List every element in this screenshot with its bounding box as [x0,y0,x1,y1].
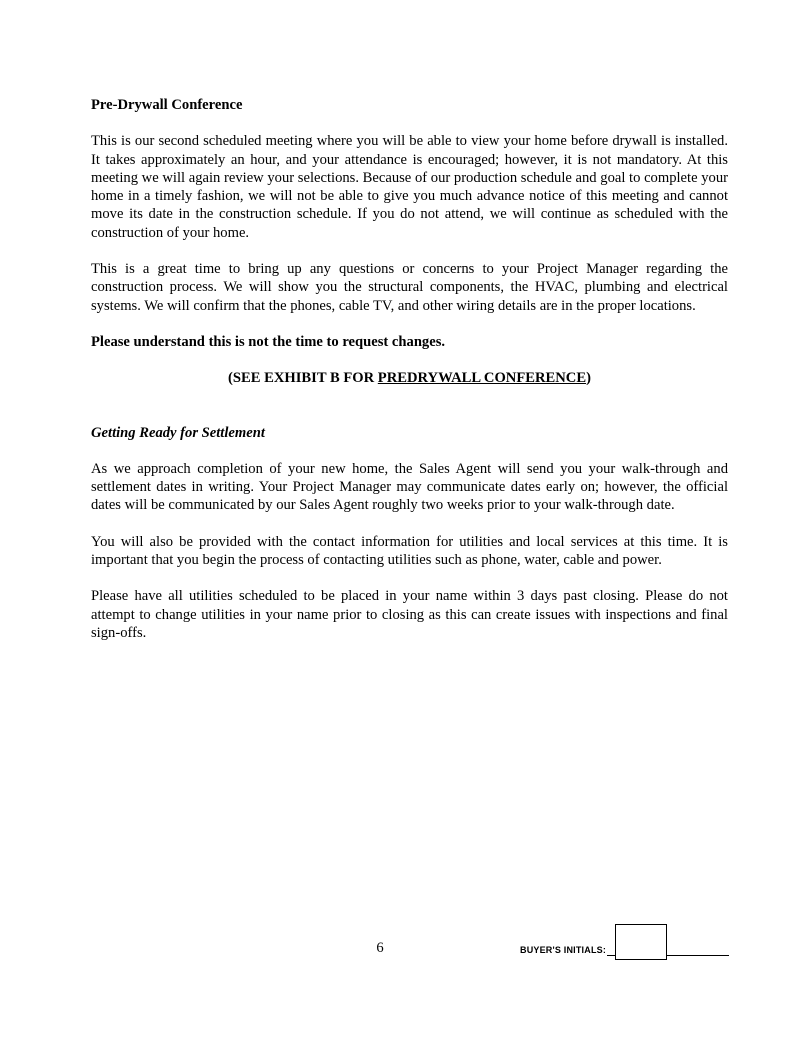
section-heading-pre-drywall: Pre-Drywall Conference [91,97,243,113]
buyers-initials-label: BUYER'S INITIALS: [520,945,607,955]
paragraph-pre-drywall-intro: This is our second scheduled meeting where you will be able to view your home before drywall is installed. It takes approximately an hour, and your attendance is encouraged; however, it is not mandatory. At this meeting we will again review your selections. Because of our production schedule and goal to complete your home in a timely fashion, we will not be able to give you much advance notice of this meeting and cannot move its date in the construction schedule. If you do not attend, we will continue as scheduled with the construction of your home. [91,133,728,241]
section-heading-settlement: Getting Ready for Settlement [91,424,265,441]
exhibit-link[interactable]: PREDRYWALL CONFERENCE [377,370,587,387]
exhibit-suffix: ) [586,370,591,387]
paragraph-settlement-dates: As we approach completion of your new home, the Sales Agent will send you your walk-through and settlement dates in writing. Your Project Manager may communicate dates early on; however, the official dates will be communicated by our Sales Agent roughly two weeks prior to your walk-through date. [91,460,728,514]
paragraph-utilities-contact: You will also be provided with the contact information for utilities and local services at this time. It is important that you begin the process of contacting utilities such as phone, water, cable and power. [91,533,728,569]
paragraph-utilities-schedule: Please have all utilities scheduled to be placed in your name within 3 days past closing. Please do not attempt to change utilities in your name prior to closing as this can create issues with inspections and final sign-offs. [91,588,728,641]
exhibit-prefix: (SEE EXHIBIT B FOR [228,370,378,387]
page-number: 6 [376,940,384,956]
document-body [91,96,728,660]
paragraph-pre-drywall-questions: This is a great time to bring up any questions or concerns to your Project Manager regarding the construction process. We will show you the structural components, the HVAC, plumbing and electrical systems. We will confirm that the phones, cable TV, and other wiring details are in the proper locations. [91,261,728,314]
exhibit-reference [91,369,728,387]
notice-no-changes: Please understand this is not the time to request changes. [91,333,446,350]
initials-input-box[interactable] [615,924,667,960]
